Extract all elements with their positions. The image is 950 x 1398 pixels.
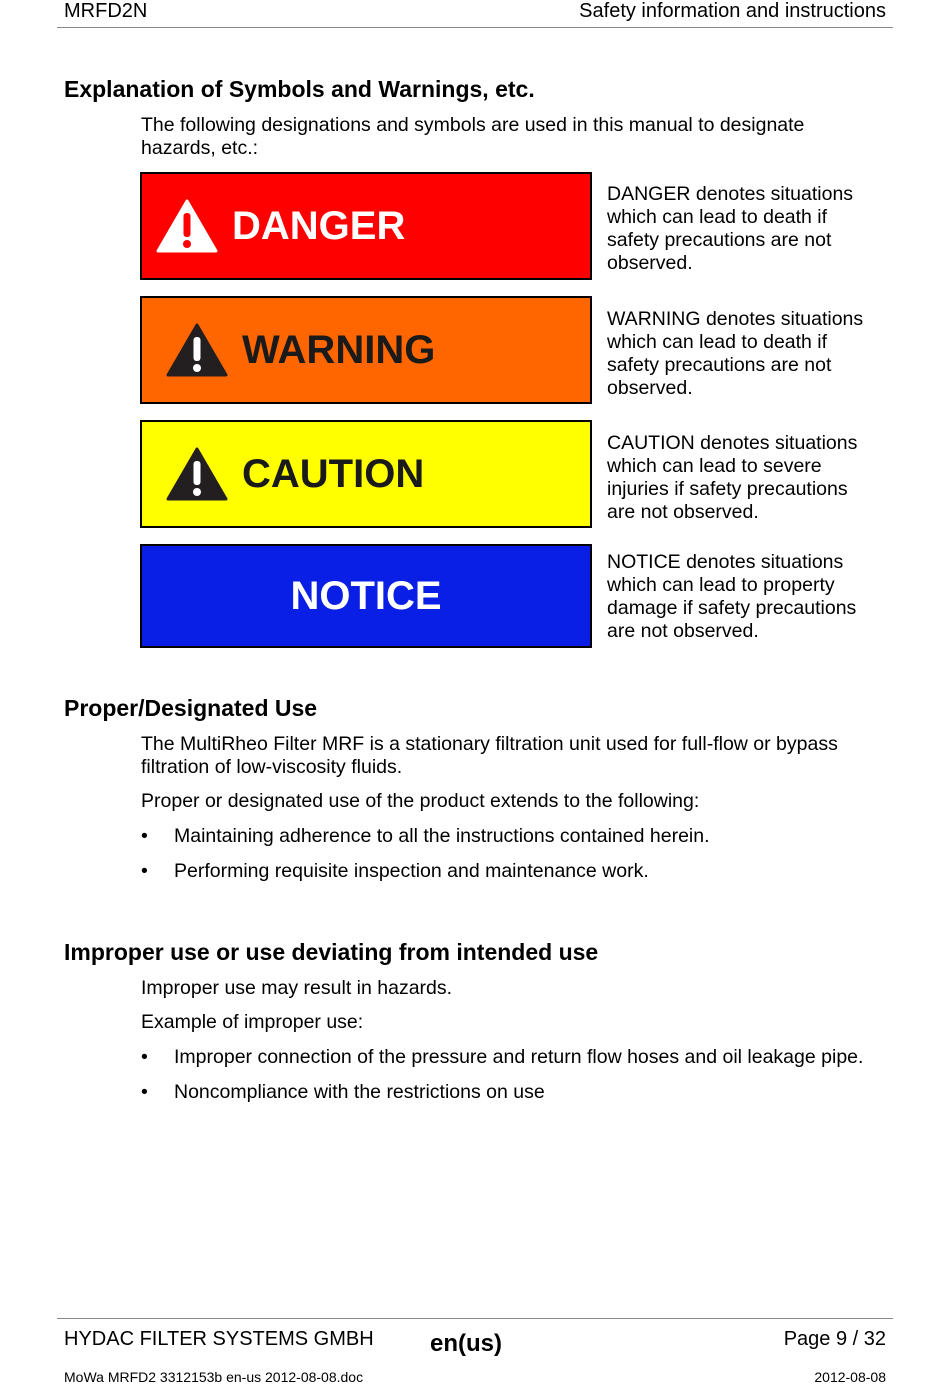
notice-sign	[140, 544, 592, 648]
desc-line: damage if safety precautions	[607, 597, 857, 619]
desc-line: which can lead to severe	[607, 455, 822, 477]
bullet-icon: •	[141, 860, 148, 882]
language-code: en(us)	[430, 1330, 502, 1357]
desc-line: observed.	[607, 377, 693, 399]
proper-use-paragraph	[141, 733, 838, 779]
desc-line: injuries if safety precautions	[607, 478, 848, 500]
desc-line: are not observed.	[607, 620, 759, 642]
intro-line: The following designations and symbols are used in this manual to designate	[141, 114, 805, 136]
section-title: Safety information and instructions	[579, 0, 886, 22]
intro-line: hazards, etc.:	[141, 137, 259, 159]
caution-description	[607, 432, 897, 524]
bullet-icon: •	[141, 825, 148, 847]
proper-use-extent: Proper or designated use of the product extends to the following:	[141, 790, 700, 812]
signal-word: CAUTION	[242, 451, 425, 496]
desc-line: observed.	[607, 252, 693, 274]
list-item-text: Maintaining adherence to all the instructions contained herein.	[174, 825, 710, 847]
bullet-icon: •	[141, 1046, 148, 1068]
desc-line: safety precautions are not	[607, 354, 832, 376]
desc-line: which can lead to death if	[607, 206, 828, 228]
desc-line: are not observed.	[607, 501, 759, 523]
warning-description	[607, 308, 897, 400]
signal-word: NOTICE	[290, 573, 442, 618]
warning-triangle-icon	[156, 199, 218, 253]
paragraph-line: The MultiRheo Filter MRF is a stationary filtration unit used for full-flow or bypass	[141, 733, 838, 755]
desc-line: WARNING denotes situations	[607, 308, 864, 330]
desc-line: which can lead to death if	[607, 331, 828, 353]
danger-sign	[140, 172, 592, 280]
header-divider	[57, 27, 893, 28]
desc-line: DANGER denotes situations	[607, 183, 854, 205]
signal-word: WARNING	[242, 327, 436, 372]
desc-line: NOTICE denotes situations	[607, 551, 844, 573]
bullet-icon: •	[141, 1081, 148, 1103]
intro-paragraph	[141, 114, 804, 160]
notice-description	[607, 551, 897, 643]
danger-description	[607, 183, 897, 275]
signal-word: DANGER	[232, 203, 406, 248]
page-number: Page 9 / 32	[783, 1328, 886, 1350]
list-item-text: Improper connection of the pressure and return flow hoses and oil leakage pipe.	[174, 1046, 864, 1068]
warning-triangle-icon	[166, 323, 228, 377]
warning-triangle-icon	[166, 447, 228, 501]
warning-sign	[140, 296, 592, 404]
heading-improper-use: Improper use or use deviating from intended use	[64, 939, 599, 965]
desc-line: which can lead to property	[607, 574, 835, 596]
heading-symbols: Explanation of Symbols and Warnings, etc.	[64, 76, 535, 102]
heading-proper-use: Proper/Designated Use	[64, 695, 318, 721]
improper-use-example: Example of improper use:	[141, 1011, 364, 1033]
list-item-text: Noncompliance with the restrictions on use	[174, 1081, 545, 1103]
desc-line: CAUTION denotes situations	[607, 432, 858, 454]
file-name: MoWa MRFD2 3312153b en-us 2012-08-08.doc	[64, 1369, 364, 1385]
paragraph-line: filtration of low-viscosity fluids.	[141, 756, 403, 778]
caution-sign	[140, 420, 592, 528]
desc-line: safety precautions are not	[607, 229, 832, 251]
improper-use-paragraph: Improper use may result in hazards.	[141, 977, 453, 999]
document-date: 2012-08-08	[814, 1369, 886, 1385]
doc-code: MRFD2N	[64, 0, 148, 22]
footer-divider	[57, 1318, 893, 1319]
company-name: HYDAC FILTER SYSTEMS GMBH	[64, 1328, 374, 1350]
list-item-text: Performing requisite inspection and maintenance work.	[174, 860, 649, 882]
